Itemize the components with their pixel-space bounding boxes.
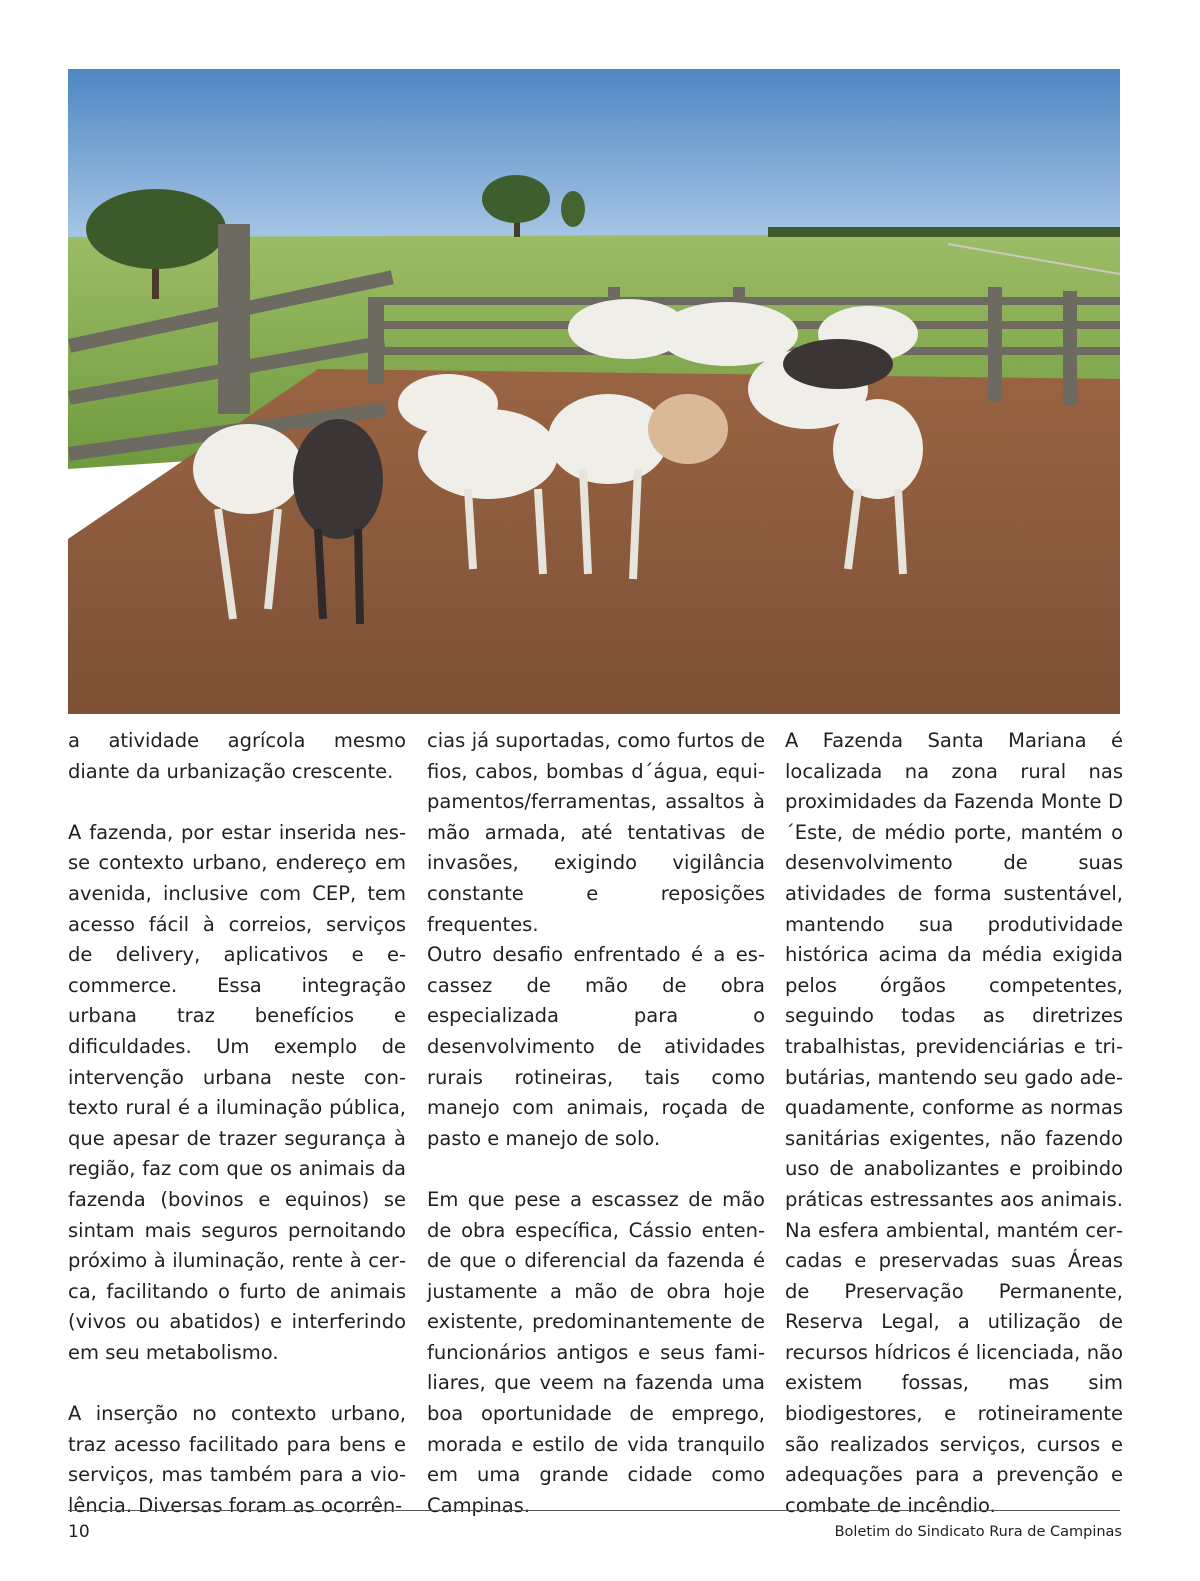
paragraph: cias já suportadas, como furtos de fios, cabos, bombas d´água, equipamentos/ferramentas, assaltos à mão armada, até tentativas de invasões, exigindo vigilância constante e reposições frequentes. xyxy=(427,729,765,936)
paragraph: a atividade agrícola mesmo diante da urbanização crescente. xyxy=(68,729,406,783)
cattle-photo xyxy=(68,69,1120,714)
text-column-2 xyxy=(427,726,765,1521)
paragraph: A inserção no contexto urbano, traz acesso facilitado para bens e serviços, mas também para a violência. Diversas foram as ocorrên- xyxy=(68,1402,406,1517)
paragraph: A Fazenda Santa Mariana é localizada na zona rural nas proximidades da Fazenda Monte D´Este, de médio porte, mantém o desenvolvimento de suas atividades de forma sustentável, mantendo sua produtividade histórica acima da média exigida pelos órgãos competentes, seguindo todas as diretrizes trabalhistas, previdenciárias e tributárias, mantendo seu gado adequadamente, conforme as normas sanitárias exigentes, não fazendo uso de anabolizantes e proibindo práticas estressantes aos animais. Na esfera ambiental, mantém cercadas e preservadas suas Áreas de Preservação Permanente, Reserva Legal, a utilização de recursos hídricos é licenciada, não existem fossas, mas sim biodigestores, e rotineiramente são realizados serviços, cursos e adequações para a prevenção e combate de incêndio. xyxy=(785,729,1123,1517)
paragraph: Em que pese a escassez de mão de obra específica, Cássio entende que o diferencial da fazenda é justamente a mão de obra hoje existente, predominantemente de funcionários antigos e seus familiares, que veem na fazenda uma boa oportunidade de emprego, morada e estilo de vida tranquilo em uma grande cidade como Campinas. xyxy=(427,1187,765,1517)
paragraph: Outro desafio enfrentado é a escassez de mão de obra especializada para o desenvolvimento de atividades rurais rotineiras, tais como manejo com animais, roçada de pasto e manejo de solo. xyxy=(427,943,765,1150)
paragraph: A fazenda, por estar inserida nesse contexto urbano, endereço em avenida, inclusive com CEP, tem acesso fácil à correios, serviços de delivery, aplicativos e e-commerce. Essa integração urbana traz benefícios e dificuldades. Um exemplo de intervenção urbana neste contexto rural é a iluminação pública, que apesar de trazer segurança à região, faz com que os animais da fazenda (bovinos e equinos) se sintam mais seguros pernoitando próximo à iluminação, rente à cerca, facilitando o furto de animais (vivos ou abatidos) e interferindo em seu metabolismo. xyxy=(68,820,406,1364)
footer-divider xyxy=(68,1510,1120,1511)
page-number: 10 xyxy=(68,1522,90,1542)
text-column-3 xyxy=(785,726,1123,1521)
text-column-1 xyxy=(68,726,406,1521)
publication-name: Boletim do Sindicato Rura de Campinas xyxy=(834,1524,1122,1540)
